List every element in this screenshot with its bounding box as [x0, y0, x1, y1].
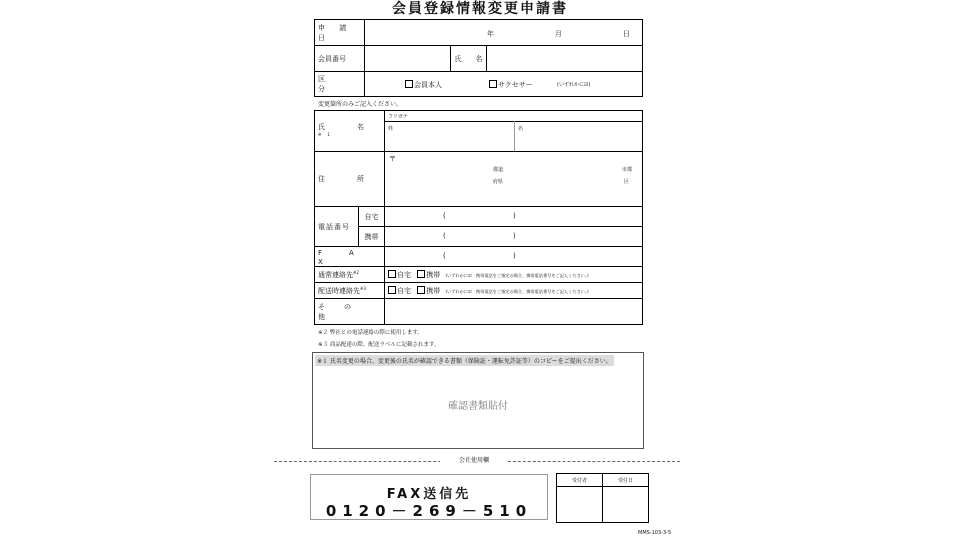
mobile-label: 携帯 [359, 227, 385, 247]
todofuken-1: 都道 [493, 167, 504, 173]
regular-opt-mobile[interactable] [417, 271, 440, 279]
regular-contact-note: (いずれかに☑ 携帯電話をご指定の場合、携帯電話番号をご記入ください。) [445, 272, 589, 278]
fax-field[interactable] [385, 247, 643, 267]
fax-paren-open: ( [443, 252, 446, 260]
receiver-label: 受付者 [557, 474, 603, 487]
mobile-paren-open: ( [443, 232, 446, 240]
postal-mark: 〒 [389, 155, 396, 163]
paste-area-note: ※１ 氏名変更の場合、変更後の氏名が確認できる書類（保険証・運転免許証等）のコピーをご提出ください。 [315, 355, 614, 366]
delivery-contact-label-text: 配送時連絡先 [318, 286, 360, 295]
checkbox-icon [489, 80, 497, 88]
shikuchoson-2: 区 [624, 179, 630, 185]
member-no-field[interactable] [365, 46, 451, 72]
note-mark-3: ※3 [360, 285, 366, 291]
name-label-text: 氏 名 [318, 123, 370, 131]
delivery-opt-mobile-label: 携帯 [426, 286, 441, 295]
option-sakusesa[interactable] [489, 80, 533, 90]
receiver-field[interactable] [557, 487, 603, 523]
note-mark-1: ※1 [318, 132, 336, 137]
option-self-label: 会員本人 [414, 81, 442, 89]
delivery-opt-home-label: 自宅 [397, 286, 411, 295]
delivery-contact-note: (いずれかに☑ 携帯電話をご指定の場合、携帯電話番号をご記入ください。) [445, 288, 589, 294]
option-sakusesa-label: サクセサー [498, 81, 533, 89]
checkbox-icon [417, 286, 425, 294]
regular-contact-label-text: 通常連絡先 [318, 270, 353, 279]
fax-destination-number: 0120－269－510 [325, 502, 533, 520]
shikuchoson-1: 市郡 [622, 167, 633, 173]
regular-contact-label [315, 267, 385, 283]
regular-contact-options [385, 267, 643, 283]
checkbox-icon [417, 270, 425, 278]
mobile-phone-field[interactable] [385, 227, 643, 247]
regular-opt-mobile-label: 携帯 [426, 270, 441, 279]
day-label: 日 [623, 30, 630, 38]
regular-opt-home[interactable] [388, 271, 411, 279]
header-name-label: 氏 名 [451, 46, 487, 72]
instruction-text: 変更箇所のみご記入ください。 [318, 101, 403, 108]
form-title: 会員登録情報変更申請書 [392, 1, 568, 17]
furigana-label: フリガナ [388, 114, 408, 120]
phone-label: 電話番号 [315, 207, 359, 247]
year-label: 年 [487, 30, 494, 38]
checkbox-icon [405, 80, 413, 88]
mobile-paren-close: ) [513, 232, 516, 240]
receipt-date-label: 受付日 [603, 474, 649, 487]
mei-label: 名 [518, 126, 524, 132]
note-3: ※３ 商品配達の際、配送ラベルに記載されます。 [318, 342, 440, 348]
note-mark-2: ※2 [353, 269, 359, 275]
receipt-date-field[interactable] [603, 487, 649, 523]
fax-destination-box [310, 474, 548, 520]
delivery-contact-label [315, 283, 385, 299]
other-field[interactable] [385, 299, 643, 325]
checkbox-icon [388, 270, 396, 278]
address-field[interactable] [385, 152, 643, 207]
note-2: ※２ 弊社との電話連絡の際に使用します。 [318, 330, 423, 336]
change-table [314, 110, 643, 325]
category-options [365, 72, 643, 97]
document-paste-area [312, 352, 644, 449]
fax-destination-title: FAX送信先 [386, 487, 472, 502]
other-label: そ の 他 [315, 299, 385, 325]
home-paren-open: ( [443, 212, 446, 220]
address-label: 住 所 [315, 152, 385, 207]
home-phone-field[interactable] [385, 207, 643, 227]
name-field[interactable] [385, 111, 643, 152]
member-no-label: 会員番号 [315, 46, 365, 72]
sei-label: 姓 [388, 126, 394, 132]
choose-one-note: (いずれかに☑) [557, 82, 591, 88]
delivery-opt-mobile[interactable] [417, 287, 440, 295]
fax-paren-close: ) [513, 252, 516, 260]
name-divider [514, 121, 515, 151]
header-table [314, 19, 643, 97]
month-label: 月 [555, 30, 562, 38]
date-label: 申 請 日 [315, 20, 365, 46]
form-code: MMS-103-3-5 [638, 530, 672, 536]
company-use-label: 会社使用欄 [440, 455, 508, 464]
receipt-table [556, 473, 649, 523]
fax-label: F A X [315, 247, 385, 267]
regular-opt-home-label: 自宅 [397, 270, 411, 279]
home-paren-close: ) [513, 212, 516, 220]
date-field[interactable] [365, 20, 643, 46]
delivery-contact-options [385, 283, 643, 299]
checkbox-icon [388, 286, 396, 294]
header-name-field[interactable] [487, 46, 643, 72]
option-self[interactable] [405, 80, 442, 90]
category-label: 区 分 [315, 72, 365, 97]
paste-area-label: 確認書類貼付 [448, 401, 508, 412]
delivery-opt-home[interactable] [388, 287, 411, 295]
name-label [315, 111, 385, 152]
home-label: 自宅 [359, 207, 385, 227]
todofuken-2: 府県 [493, 179, 504, 185]
